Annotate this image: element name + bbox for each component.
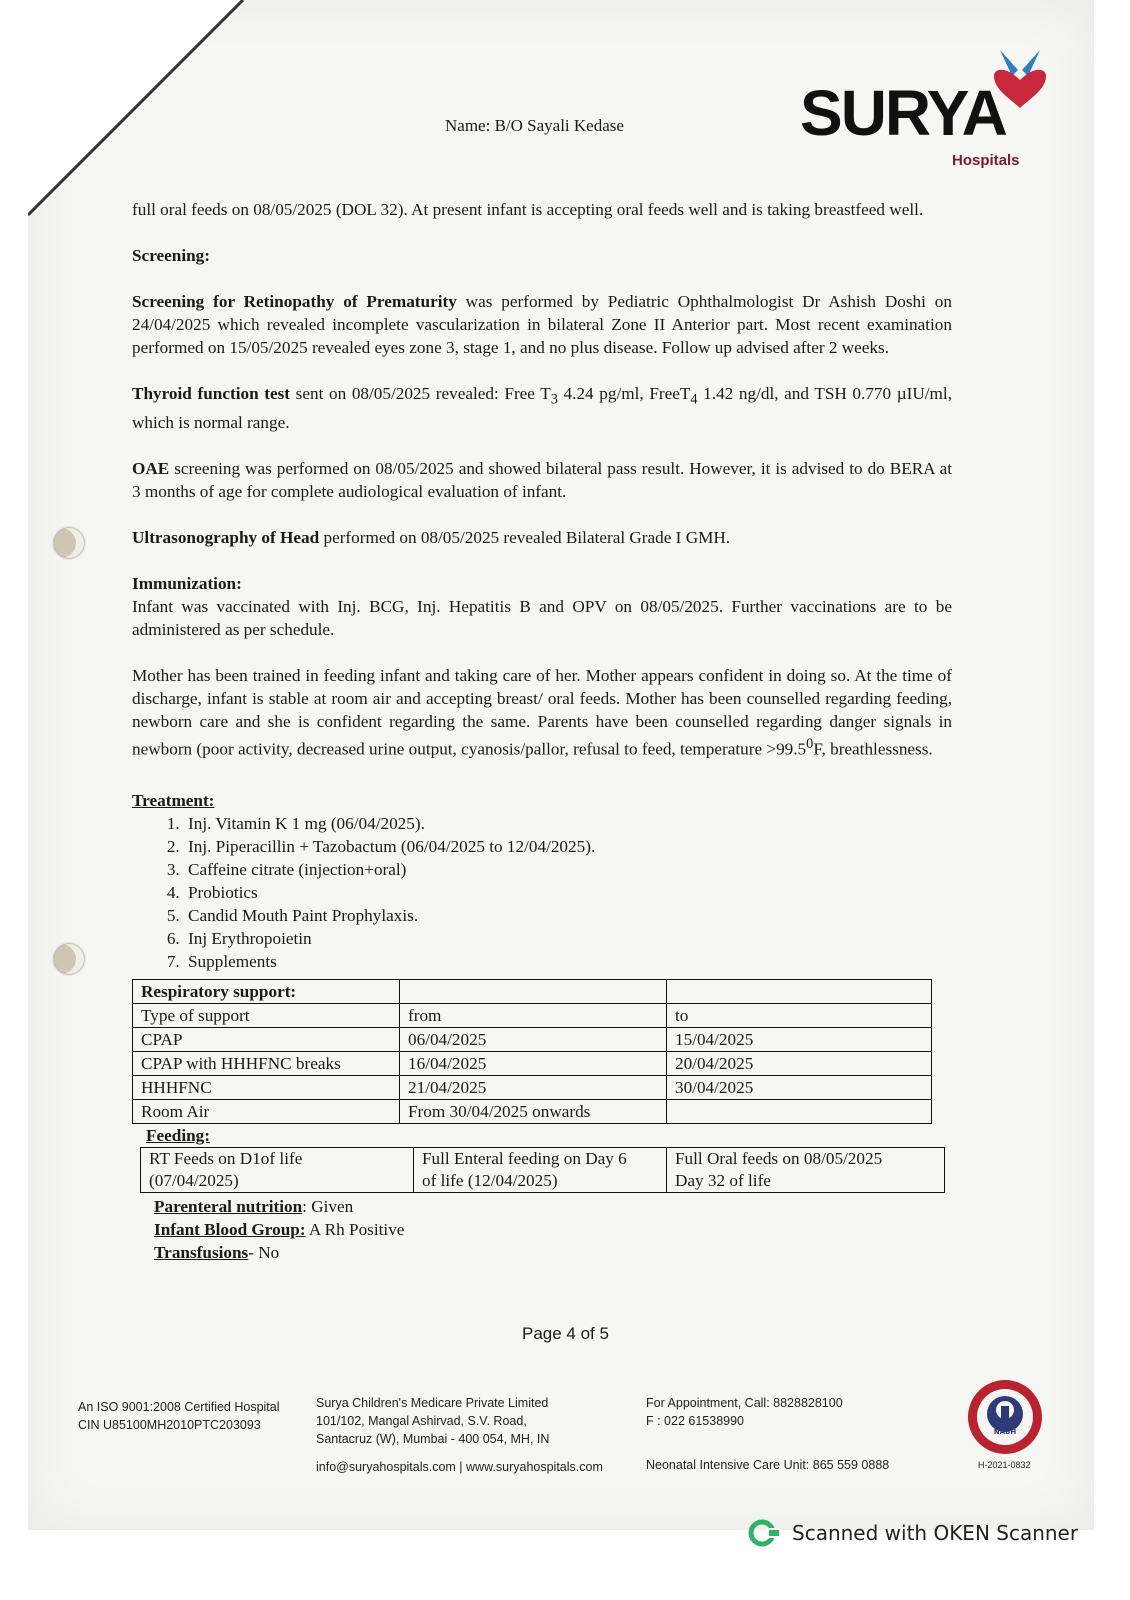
seal-code: H-2021-0832 (978, 1460, 1031, 1470)
table-cell: Type of support (133, 1004, 400, 1028)
table-cell: From 30/04/2025 onwards (400, 1100, 667, 1124)
immunization-heading: Immunization: (132, 574, 242, 594)
treatment-item: 2. Inj. Piperacillin + Tazobactum (06/04/2025 to 12/04/2025). (184, 835, 952, 858)
treatment-item: 6. Inj Erythropoietin (184, 927, 952, 950)
logo-subtitle: Hospitals (952, 152, 1020, 169)
feeding-heading: Feeding: (146, 1126, 210, 1146)
treatment-item: 5. Candid Mouth Paint Prophylaxis. (184, 904, 952, 927)
rop-label: Screening for Retinopathy of Prematurity (132, 292, 457, 311)
oae-label: OAE (132, 459, 170, 479)
table-cell (667, 1100, 932, 1124)
punch-hole-bottom (54, 944, 84, 974)
oken-scanner-icon (748, 1518, 782, 1548)
table-cell: Room Air (133, 1100, 400, 1124)
table-row (133, 1004, 932, 1028)
folded-corner (28, 0, 248, 230)
table-cell: 21/04/2025 (400, 1076, 667, 1100)
screening-heading: Screening: (132, 246, 210, 265)
usg-label: Ultrasonography of Head (132, 528, 320, 548)
table-cell: 06/04/2025 (400, 1028, 667, 1052)
table-cell: 16/04/2025 (400, 1052, 667, 1076)
immunization-paragraph: Infant was vaccinated with Inj. BCG, Inj. Hepatitis B and OPV on 08/05/2025. Further vaccinations are to be administered as per schedule. (132, 597, 952, 640)
footer-certification: An ISO 9001:2008 Certified Hospital CIN U85100MH2010PTC203093 (78, 1400, 280, 1432)
logo-wordmark: SURYA (800, 77, 1006, 149)
table-row (133, 1100, 932, 1124)
table-cell: 30/04/2025 (667, 1076, 932, 1100)
patient-name: Name: B/O Sayali Kedase (445, 116, 624, 135)
page-number: Page 4 of 5 (522, 1324, 609, 1343)
table-row (133, 1028, 932, 1052)
table-cell: 15/04/2025 (667, 1028, 932, 1052)
table-cell: HHHFNC (133, 1076, 400, 1100)
table-cell: CPAP with HHHFNC breaks (133, 1052, 400, 1076)
thyroid-label: Thyroid function test (132, 384, 291, 403)
discharge-paragraph: Mother has been trained in feeding infant and taking care of her. Mother appears confident in doing so. At the time of discharge, infant is stable at room air and accepting breast/ oral feeds. Mother has been counselled regarding feeding, newborn care and she is confident regarding the same. Parents have been counselled regarding danger signals in newborn (poor activity, decreased urine output, cyanosis/pallor, refusal to feed, temperature $>99.5^0F$, breathlessness. (132, 666, 952, 760)
transfusions: Transfusions- No (154, 1243, 280, 1263)
hospital-logo (800, 48, 1070, 178)
table-cell: to (667, 1004, 932, 1028)
footer-nicu: Neonatal Intensive Care Unit: 865 559 0888 (646, 1458, 890, 1472)
parenteral-nutrition: Parenteral nutrition: Given (154, 1197, 354, 1217)
table-row (133, 1076, 932, 1100)
footer-web: info@suryahospitals.com | www.suryahospitals.com (316, 1460, 603, 1474)
treatment-list (132, 812, 952, 973)
thyroid-paragraph: Thyroid function test sent on 08/05/2025 revealed: Free $T_3$ 4.24 pg/ml, FreeT$_4$ 1.42 ng/dl, and TSH 0.770 µIU/ml, which is normal range. (132, 384, 952, 433)
oae-paragraph: OAE screening was performed on 08/05/2025 and showed bilateral pass result. However, it is advised to do BERA at 3 months of age for complete audiological evaluation of infant. (132, 459, 952, 502)
report-content (132, 198, 952, 1264)
table-cell: from (400, 1004, 667, 1028)
punch-hole-top (54, 528, 84, 558)
treatment-item: 4. Probiotics (184, 881, 952, 904)
treatment-item: 7. Supplements (184, 950, 952, 973)
respiratory-support-table (132, 979, 932, 1124)
table-cell: Full Enteral feeding on Day 6 of life (12/04/2025) (414, 1148, 667, 1193)
table-row (133, 980, 932, 1004)
intro-paragraph: full oral feeds on 08/05/2025 (DOL 32). At present infant is accepting oral feeds well and is taking breastfeed well. (132, 200, 924, 219)
footer-contact: For Appointment, Call: 8828828100 F : 022 61538990 (646, 1396, 843, 1428)
blood-group: Infant Blood Group: A Rh Positive (154, 1220, 405, 1240)
usg-paragraph: Ultrasonography of Head performed on 08/05/2025 revealed Bilateral Grade I GMH. (132, 528, 731, 548)
footer-address: Surya Children's Medicare Private Limited 101/102, Mangal Ashirvad, S.V. Road, Santacruz (W), Mumbai - 400 054, MH, IN (316, 1396, 550, 1446)
treatment-item: 3. Caffeine citrate (injection+oral) (184, 858, 952, 881)
table-cell: Full Oral feeds on 08/05/2025 Day 32 of life (667, 1148, 945, 1193)
treatment-item: 1. Inj. Vitamin K 1 mg (06/04/2025). (184, 812, 952, 835)
table-cell: RT Feeds on D1of life (07/04/2025) (141, 1148, 414, 1193)
rop-paragraph: Screening for Retinopathy of Prematurity was performed by Pediatric Ophthalmologist Dr Ashish Doshi on 24/04/2025 which revealed incomplete vascularization in bilateral Zone II Anterior part. Most recent examination performed on 15/05/2025 revealed eyes zone 3, stage 1, and no plus disease. Follow up advised after 2 weeks. (132, 292, 952, 357)
table-row (133, 1052, 932, 1076)
table-cell: 20/04/2025 (667, 1052, 932, 1076)
respiratory-heading: Respiratory support: (141, 982, 297, 1002)
scanner-text: Scanned with OKEN Scanner (792, 1521, 1079, 1545)
table-row (141, 1148, 945, 1193)
scanner-watermark (748, 1518, 1078, 1548)
treatment-heading: Treatment: (132, 791, 215, 811)
nabh-seal-icon (966, 1378, 1044, 1456)
seal-text: NABH (993, 1428, 1017, 1436)
feeding-table (140, 1147, 945, 1193)
table-cell: CPAP (133, 1028, 400, 1052)
